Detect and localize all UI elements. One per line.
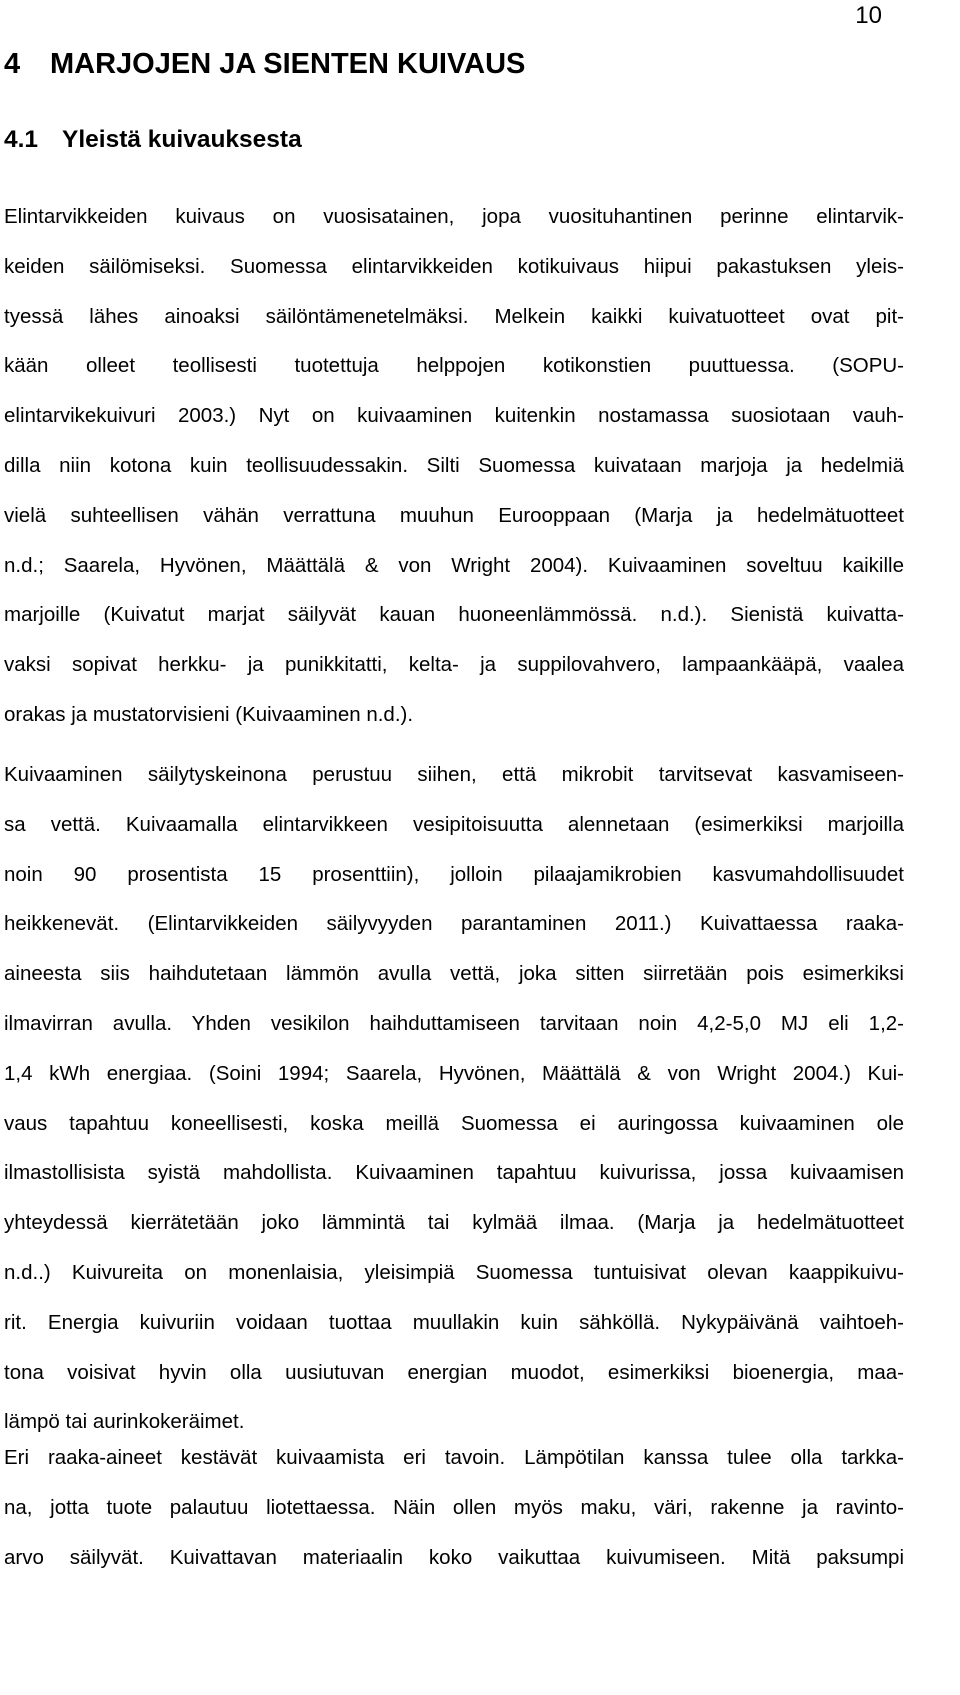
text-line: tyessä lähes ainoaksi säilöntämenetelmäksi. Melkein kaikki kuivatuotteet ovat pit- xyxy=(4,304,904,328)
text-line: marjoille (Kuivatut marjat säilyvät kauan huoneenlämmössä. n.d.). Sienistä kuivatta- xyxy=(4,603,904,627)
chapter-heading xyxy=(4,44,525,84)
text-line: na, jotta tuote palautuu liotettaessa. Näin ollen myös maku, väri, rakenne ja ravinto- xyxy=(4,1495,904,1519)
paragraph-2 xyxy=(4,750,904,1447)
text-line: n.d.; Saarela, Hyvönen, Määttälä & von Wright 2004). Kuivaaminen soveltuu kaikille xyxy=(4,553,904,577)
paragraph-3 xyxy=(4,1433,904,1582)
text-line: 1,4 kWh energiaa. (Soini 1994; Saarela, Hyvönen, Määttälä & von Wright 2004.) Kui- xyxy=(4,1061,904,1085)
section-heading xyxy=(4,123,302,157)
section-title: Yleistä kuivauksesta xyxy=(62,126,302,153)
text-line: n.d..) Kuivureita on monenlaisia, yleisimpiä Suomessa tuntuisivat olevan kaappikuivu- xyxy=(4,1260,904,1284)
text-line: kään olleet teollisesti tuotettuja helppojen kotikonstien puuttuessa. (SOPU- xyxy=(4,354,904,378)
text-line: ilmastollisista syistä mahdollista. Kuivaaminen tapahtuu kuivurissa, jossa kuivaamisen xyxy=(4,1161,904,1185)
text-line: vielä suhteellisen vähän verrattuna muuhun Eurooppaan (Marja ja hedelmätuotteet xyxy=(4,503,904,527)
text-line: keiden säilömiseksi. Suomessa elintarvikkeiden kotikuivaus hiipui pakastuksen yleis- xyxy=(4,254,904,278)
chapter-title: MARJOJEN JA SIENTEN KUIVAUS xyxy=(50,48,526,80)
paragraph-1 xyxy=(4,192,904,740)
text-line: arvo säilyvät. Kuivattavan materiaalin koko vaikuttaa kuivumiseen. Mitä paksumpi xyxy=(4,1545,904,1569)
text-line: vaus tapahtuu koneellisesti, koska meillä Suomessa ei auringossa kuivaaminen ole xyxy=(4,1111,904,1135)
text-line: noin 90 prosentista 15 prosenttiin), jolloin pilaajamikrobien kasvumahdollisuudet xyxy=(4,862,904,886)
page-number: 10 xyxy=(855,2,882,29)
text-line: heikkenevät. (Elintarvikkeiden säilyvyyden parantaminen 2011.) Kuivattaessa raaka- xyxy=(4,912,904,936)
text-line: dilla niin kotona kuin teollisuudessakin. Silti Suomessa kuivataan marjoja ja hedelmiä xyxy=(4,453,904,477)
text-line: vaksi sopivat herkku- ja punikkitatti, kelta- ja suppilovahvero, lampaankääpä, vaalea xyxy=(4,653,904,677)
text-line: aineesta siis haihdutetaan lämmön avulla vettä, joka sitten siirretään pois esimerkiksi xyxy=(4,962,904,986)
text-line: orakas ja mustatorvisieni (Kuivaaminen n.d.). xyxy=(4,702,414,726)
text-line: tona voisivat hyvin olla uusiutuvan energian muodot, esimerkiksi bioenergia, maa- xyxy=(4,1360,904,1384)
text-line: elintarvikekuivuri 2003.) Nyt on kuivaaminen kuitenkin nostamassa suosiotaan vauh- xyxy=(4,404,904,428)
text-line: sa vettä. Kuivaamalla elintarvikkeen vesipitoisuutta alennetaan (esimerkiksi marjoilla xyxy=(4,812,904,836)
text-line: lämpö tai aurinkokeräimet. xyxy=(4,1410,245,1434)
text-line: Eri raaka-aineet kestävät kuivaamista eri tavoin. Lämpötilan kanssa tulee olla tarkka- xyxy=(4,1446,904,1469)
section-number: 4.1 xyxy=(4,126,39,153)
text-line: Kuivaaminen säilytyskeinona perustuu siihen, että mikrobit tarvitsevat kasvamiseen- xyxy=(4,763,904,786)
text-line: Elintarvikkeiden kuivaus on vuosisatainen, jopa vuosituhantinen perinne elintarvik- xyxy=(4,205,904,228)
text-line: rit. Energia kuivuriin voidaan tuottaa muullakin kuin sähköllä. Nykypäivänä vaihtoeh- xyxy=(4,1310,904,1334)
chapter-number: 4 xyxy=(4,48,21,80)
text-line: yhteydessä kierrätetään joko lämmintä tai kylmää ilmaa. (Marja ja hedelmätuotteet xyxy=(4,1211,904,1235)
text-line: ilmavirran avulla. Yhden vesikilon haihduttamiseen tarvitaan noin 4,2-5,0 MJ eli 1,2- xyxy=(4,1011,904,1035)
